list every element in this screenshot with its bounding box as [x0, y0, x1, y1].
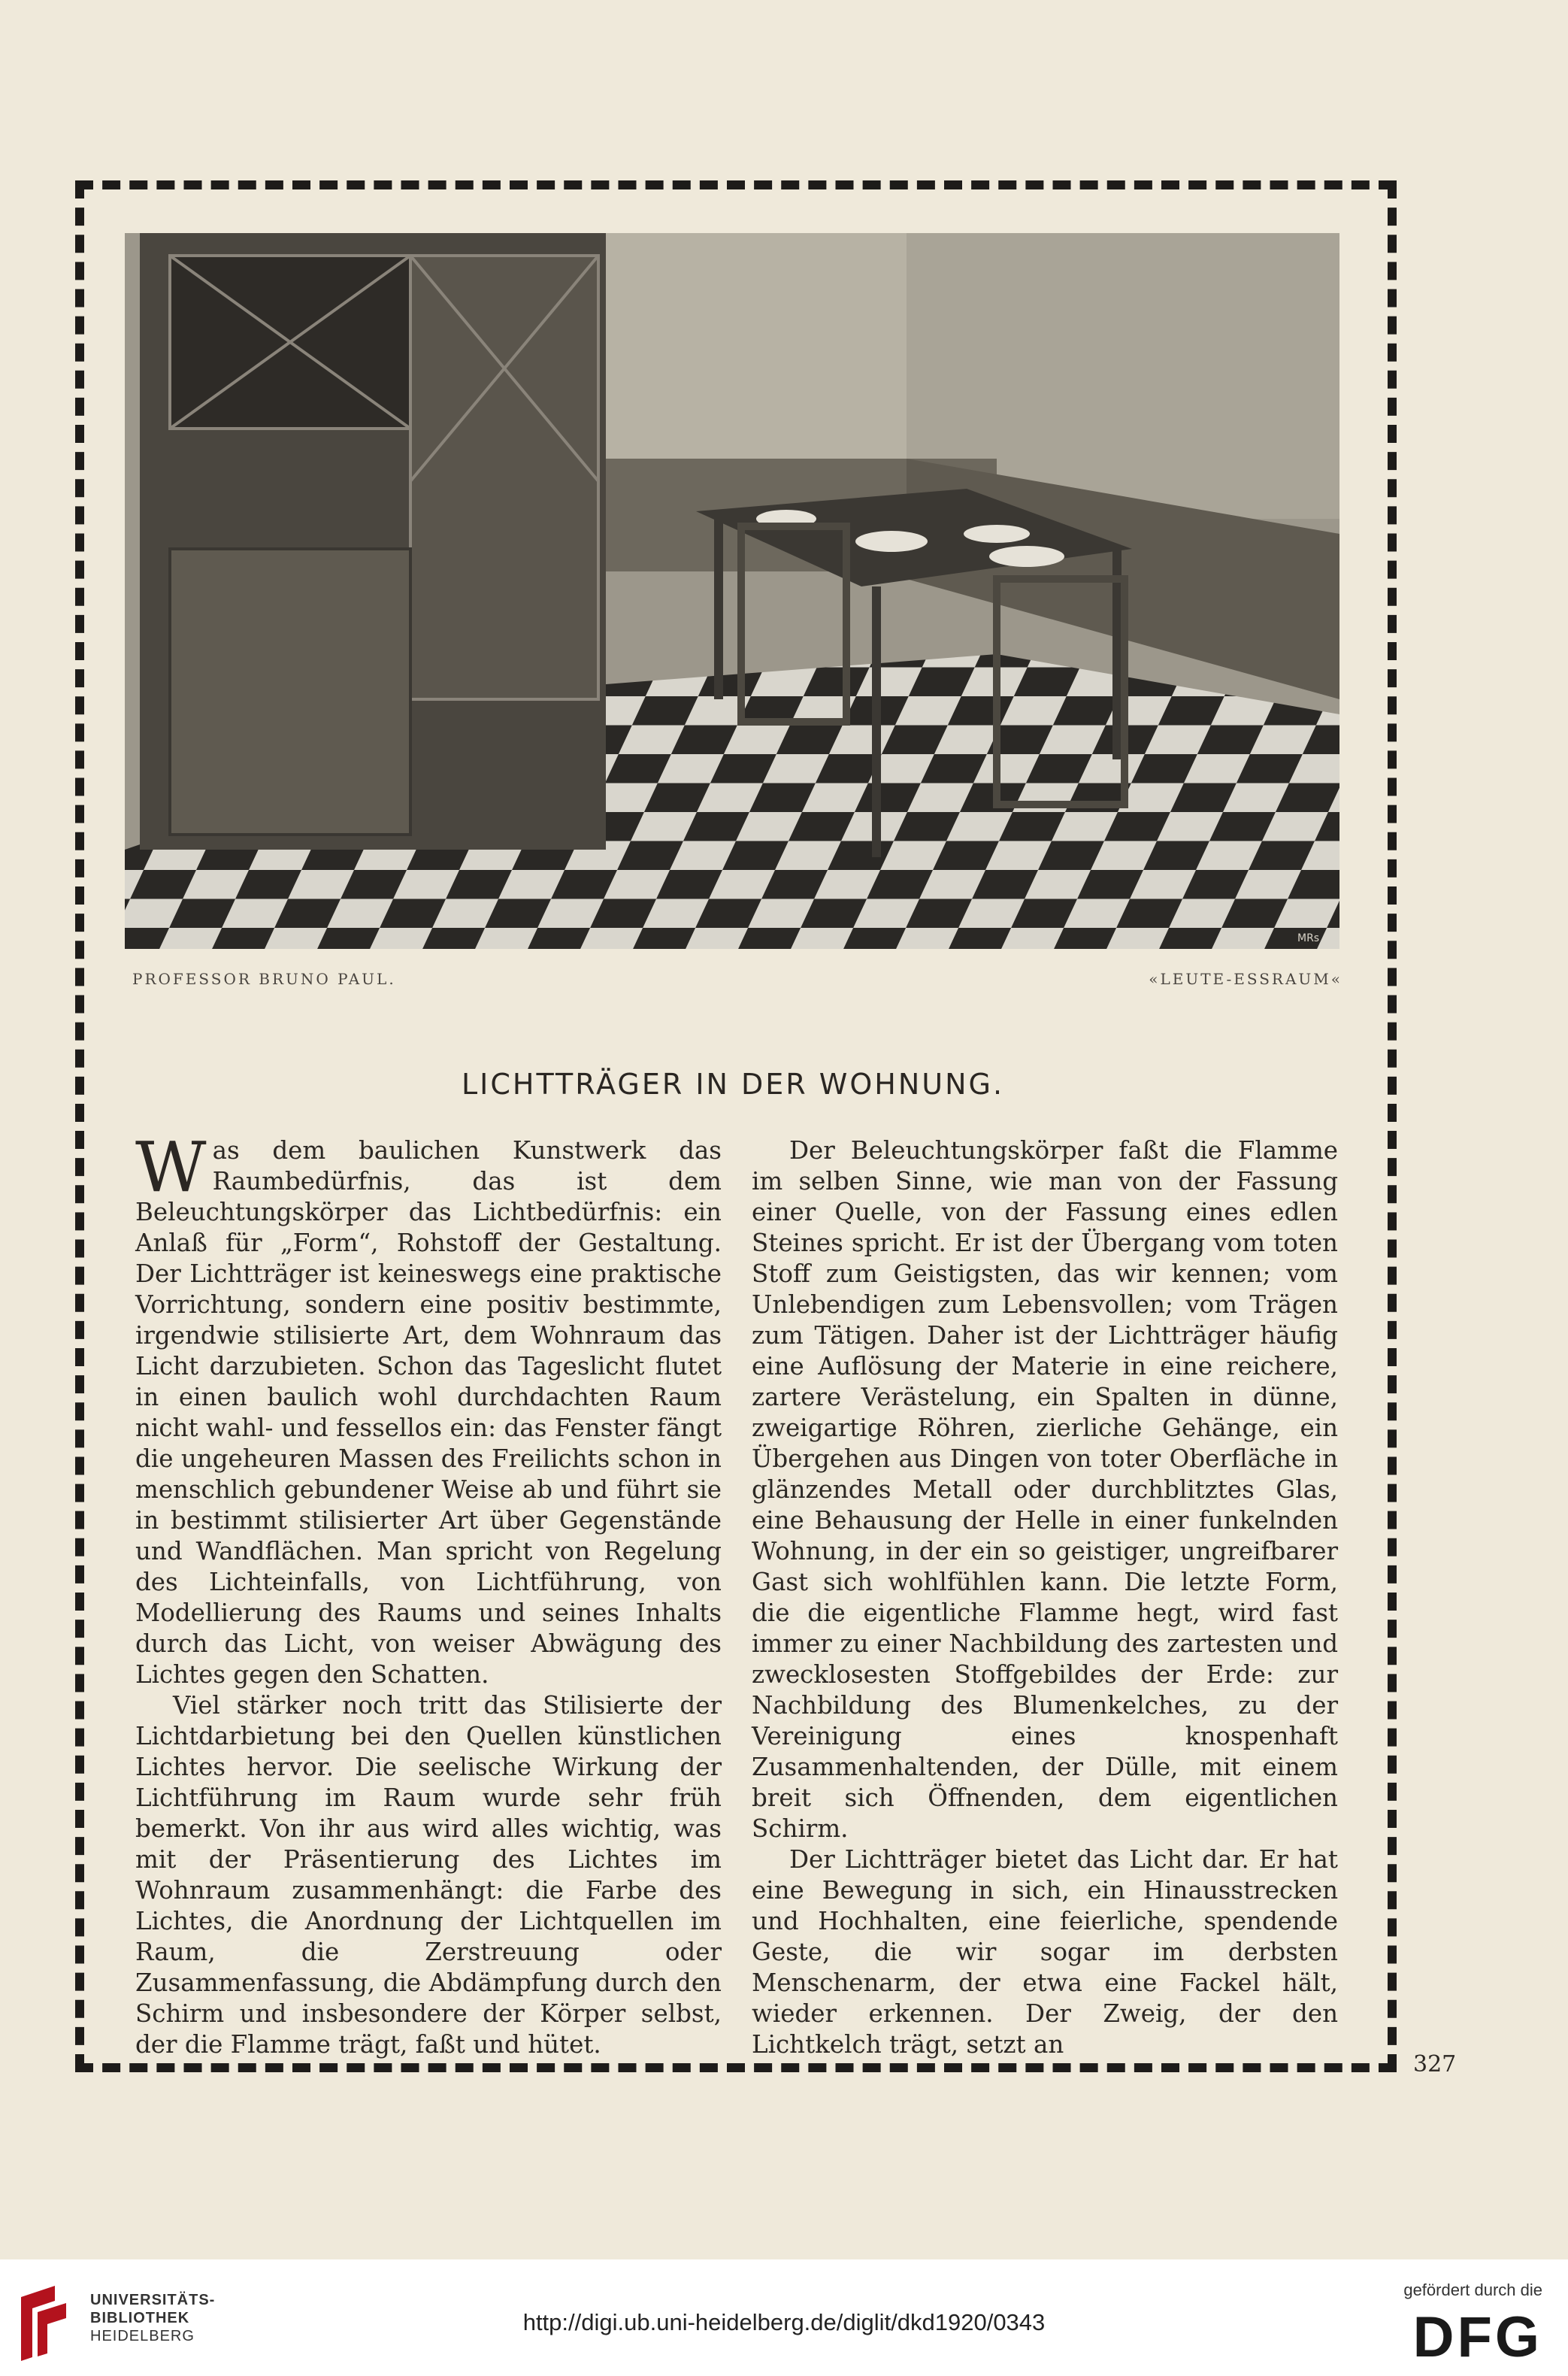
- paragraph: Der Beleuchtungskörper faßt die Flamme im selben Sinne, wie man von der Fassung einer Quelle, von der Fassung eines edlen Steines spricht. Er ist der Übergang vom toten Stoff zum Geistigsten, das wir kennen; vom Unlebendigen zum Lebensvollen; vom Trägen zum Tätigen. Daher ist der Lichtträger häufig eine Auflösung der Materie in eine reichere, zartere Verästelung, ein Spalten in dünne, zweigartige Röhren, zierliche Gehänge, ein Übergehen aus Dingen von toter Oberfläche in glänzendes Metall oder durchblitztes Glas, eine Behausung der Helle in einer funkelnden Wohnung, in der ein so geistiger, ungreifbarer Gast sich wohlfühlen kann. Die letzte Form, die die eigentliche Flamme hegt, wird fast immer zu einer Nachbildung des zartesten und zwecklosesten Stoffgebildes der Erde: zur Nachbildung des Blumenkelches, zu der Vereinigung eines knospenhaft Zusammenhaltenden, der Dülle, mit einem breit sich Öffnenden, dem eigentlichen Schirm.: [752, 1136, 1338, 1843]
- library-name: UNIVERSITÄTS- BIBLIOTHEK HEIDELBERG: [90, 2292, 216, 2344]
- drop-cap: W: [135, 1127, 207, 1208]
- photo-caption-artist: PROFESSOR BRUNO PAUL.: [132, 970, 396, 988]
- digitization-footer: [0, 2259, 1568, 2376]
- paragraph: Viel stärker noch tritt das Stilisierte der Lichtdarbietung bei den Quellen künstlichen Lichtes hervor. Die seelische Wirkung der Lichtführung im Raum wurde sehr früh bemerkt. Von ihr aus wird alles wichtig, was mit der Präsentierung des Lichtes im Wohnraum zusammenhängt: die Farbe des Lichtes, die Anordnung der Lichtquellen im Raum, die Zerstreuung oder Zusammenfassung, die Abdämpfung durch den Schirm und insbesondere der Körper selbst, der die Flamme trägt, faßt und hütet.: [135, 1691, 722, 2059]
- room-photograph: [125, 233, 1339, 949]
- photo-monogram: MRs: [1297, 932, 1320, 944]
- photo-illustration: [125, 233, 1339, 949]
- text-column-right: [752, 1135, 1338, 2060]
- funded-by-label: gefördert durch die: [1403, 2281, 1542, 2299]
- paragraph: Der Lichtträger bietet das Licht dar. Er hat eine Bewegung in sich, ein Hinausstrecken und Hochhalten, eine feierliche, spendende Geste, die wir sogar im derbsten Menschenarm, der etwa eine Fackel hält, wieder erkennen. Der Zweig, der den Lichtkelch trägt, setzt an: [752, 1845, 1338, 2059]
- dfg-logo: DFG: [1412, 2305, 1542, 2369]
- article-title: LICHTTRÄGER IN DER WOHNUNG.: [461, 1068, 1005, 1101]
- photo-caption-title: «LEUTE-ESSRAUM«: [1149, 970, 1342, 988]
- paragraph: Was dem baulichen Kunstwerk das Raumbedürfnis, das ist dem Beleuchtungskörper das Lichtbedürfnis: ein Anlaß für „Form“, Rohstoff der Gestaltung. Der Lichtträger ist keineswegs eine praktische Vorrichtung, sondern eine positiv bestimmte, irgendwie stilisierte Art, dem Wohnraum das Licht darzubieten. Schon das Tageslicht flutet in einen baulich wohl durchdachten Raum nicht wahl- und fessellos ein: das Fenster fängt die ungeheuren Massen des Freilichts schon in menschlich gebundener Weise ab und führt sie in bestimmt stilisierter Art über Gegenstände und Wandflächen. Man spricht von Regelung des Lichteinfalls, von Lichtführung, von Modellierung des Raums und seines Inhalts durch das Licht, von weiser Abwägung des Lichtes gegen den Schatten.: [135, 1127, 722, 1689]
- page-number: 327: [1413, 2051, 1457, 2077]
- source-url-link[interactable]: http://digi.ub.uni-heidelberg.de/diglit/dkd1920/0343: [522, 2309, 1046, 2335]
- text-column-left: [135, 1127, 722, 2060]
